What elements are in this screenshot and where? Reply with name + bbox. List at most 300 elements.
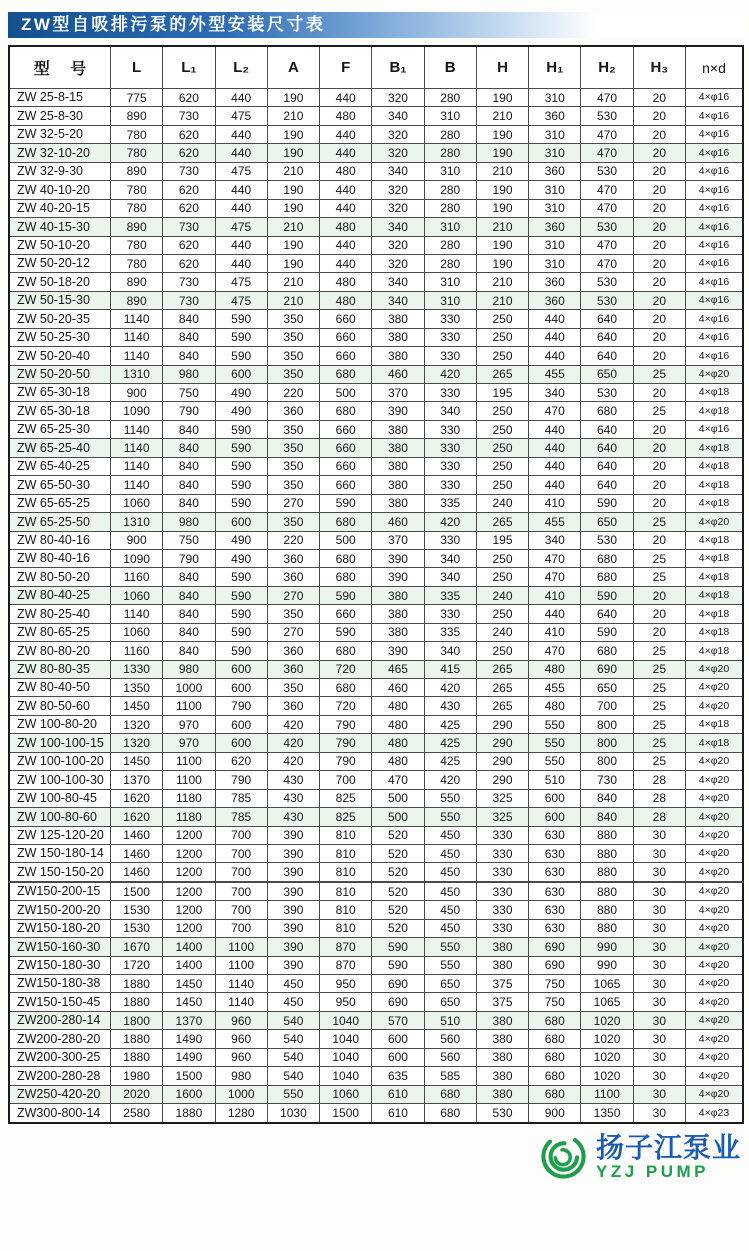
dim-cell: 1060	[111, 586, 163, 604]
dim-cell: 590	[215, 494, 267, 512]
dim-cell: 420	[424, 771, 476, 789]
dim-cell: 265	[476, 697, 528, 715]
dim-cell: 380	[476, 1011, 528, 1029]
dim-cell: 4×φ18	[686, 734, 744, 752]
dim-cell: 730	[581, 771, 633, 789]
dim-cell: 810	[320, 882, 372, 901]
dim-cell: 680	[529, 1085, 581, 1103]
dim-cell: 600	[372, 1030, 424, 1048]
dim-cell: 455	[529, 513, 581, 531]
dim-cell: 4×φ20	[686, 365, 744, 383]
dim-cell: 810	[320, 919, 372, 937]
dim-cell: 600	[372, 1048, 424, 1066]
dim-cell: 2580	[111, 1104, 163, 1123]
dim-cell: 880	[581, 863, 633, 882]
dim-cell: 660	[320, 605, 372, 623]
table-row	[9, 679, 743, 697]
dim-cell: 4×φ20	[686, 697, 744, 715]
dim-cell: 1020	[581, 1030, 633, 1048]
dim-cell: 1180	[163, 789, 215, 807]
dim-cell: 360	[529, 291, 581, 309]
dim-cell: 390	[372, 549, 424, 567]
dim-cell: 1320	[111, 715, 163, 733]
dim-cell: 900	[111, 384, 163, 402]
dim-cell: 530	[581, 384, 633, 402]
dim-cell: 240	[476, 586, 528, 604]
dim-cell: 190	[476, 199, 528, 217]
dim-cell: 1450	[111, 752, 163, 770]
dim-cell: 440	[215, 125, 267, 143]
table-row	[9, 162, 743, 180]
model-cell: ZW150-200-15	[9, 882, 111, 901]
dim-cell: 190	[267, 125, 319, 143]
table-row	[9, 291, 743, 309]
dim-cell: 520	[372, 919, 424, 937]
dim-cell: 380	[372, 494, 424, 512]
dim-cell: 680	[424, 1104, 476, 1123]
model-cell: ZW 50-18-20	[9, 273, 111, 291]
col-header-3: L₂	[215, 46, 267, 89]
dim-cell: 560	[424, 1048, 476, 1066]
dim-cell: 1000	[163, 679, 215, 697]
dim-cell: 250	[476, 347, 528, 365]
dim-cell: 500	[372, 789, 424, 807]
dim-cell: 28	[633, 808, 685, 826]
dim-cell: 370	[372, 531, 424, 549]
dimensions-table	[8, 45, 744, 1124]
dim-cell: 390	[267, 826, 319, 844]
dim-cell: 440	[529, 328, 581, 346]
dim-cell: 825	[320, 789, 372, 807]
dim-cell: 410	[529, 623, 581, 641]
dim-cell: 330	[424, 310, 476, 328]
dim-cell: 480	[372, 697, 424, 715]
dim-cell: 470	[581, 254, 633, 272]
dim-cell: 325	[476, 808, 528, 826]
dim-cell: 210	[476, 291, 528, 309]
dim-cell: 25	[633, 365, 685, 383]
model-cell: ZW150-180-38	[9, 975, 111, 993]
dim-cell: 1400	[163, 956, 215, 974]
dim-cell: 4×φ16	[686, 291, 744, 309]
dim-cell: 590	[320, 623, 372, 641]
dim-cell: 970	[163, 715, 215, 733]
table-row	[9, 844, 743, 862]
dim-cell: 1020	[581, 1067, 633, 1085]
dim-cell: 630	[529, 826, 581, 844]
dim-cell: 30	[633, 919, 685, 937]
dim-cell: 470	[529, 642, 581, 660]
dim-cell: 785	[215, 808, 267, 826]
dim-cell: 30	[633, 1104, 685, 1123]
dim-cell: 310	[529, 254, 581, 272]
table-row	[9, 1011, 743, 1029]
dim-cell: 1880	[111, 1048, 163, 1066]
dim-cell: 4×φ18	[686, 623, 744, 641]
dim-cell: 4×φ18	[686, 586, 744, 604]
dim-cell: 1880	[111, 1030, 163, 1048]
dim-cell: 790	[320, 752, 372, 770]
dim-cell: 250	[476, 310, 528, 328]
table-row	[9, 347, 743, 365]
table-row	[9, 808, 743, 826]
dim-cell: 4×φ16	[686, 162, 744, 180]
dim-cell: 455	[529, 365, 581, 383]
dim-cell: 960	[215, 1030, 267, 1048]
dim-cell: 550	[424, 956, 476, 974]
dim-cell: 1530	[111, 901, 163, 919]
dim-cell: 30	[633, 975, 685, 993]
table-row	[9, 89, 743, 107]
col-header-0: 型 号	[9, 46, 111, 89]
dim-cell: 360	[529, 107, 581, 125]
dim-cell: 530	[581, 218, 633, 236]
dim-cell: 1065	[581, 993, 633, 1011]
dim-cell: 280	[424, 89, 476, 107]
dim-cell: 470	[581, 89, 633, 107]
dim-cell: 380	[372, 605, 424, 623]
dim-cell: 4×φ20	[686, 808, 744, 826]
dim-cell: 480	[320, 162, 372, 180]
dim-cell: 20	[633, 494, 685, 512]
dim-cell: 4×φ16	[686, 199, 744, 217]
table-row	[9, 901, 743, 919]
dim-cell: 350	[267, 365, 319, 383]
dim-cell: 310	[529, 144, 581, 162]
dim-cell: 330	[424, 605, 476, 623]
dim-cell: 750	[529, 975, 581, 993]
dim-cell: 420	[424, 679, 476, 697]
dim-cell: 630	[529, 882, 581, 901]
dim-cell: 800	[581, 715, 633, 733]
dim-cell: 25	[633, 642, 685, 660]
model-cell: ZW 80-80-35	[9, 660, 111, 678]
dim-cell: 840	[163, 568, 215, 586]
dim-cell: 320	[372, 199, 424, 217]
dim-cell: 640	[581, 476, 633, 494]
dim-cell: 650	[581, 513, 633, 531]
table-row	[9, 273, 743, 291]
dim-cell: 1320	[111, 734, 163, 752]
dim-cell: 280	[424, 236, 476, 254]
model-cell: ZW 32-10-20	[9, 144, 111, 162]
dim-cell: 30	[633, 938, 685, 956]
dim-cell: 730	[163, 107, 215, 125]
dim-cell: 390	[267, 863, 319, 882]
dim-cell: 290	[476, 734, 528, 752]
dim-cell: 190	[267, 199, 319, 217]
dim-cell: 790	[163, 549, 215, 567]
dim-cell: 1100	[163, 697, 215, 715]
model-cell: ZW 65-25-50	[9, 513, 111, 531]
dim-cell: 840	[163, 439, 215, 457]
dim-cell: 20	[633, 218, 685, 236]
dim-cell: 700	[215, 901, 267, 919]
dim-cell: 1140	[215, 975, 267, 993]
dim-cell: 840	[163, 347, 215, 365]
dim-cell: 880	[581, 844, 633, 862]
dim-cell: 480	[372, 715, 424, 733]
dim-cell: 720	[320, 660, 372, 678]
dim-cell: 330	[424, 476, 476, 494]
dim-cell: 320	[372, 125, 424, 143]
dim-cell: 590	[320, 586, 372, 604]
dim-cell: 450	[424, 863, 476, 882]
table-row	[9, 420, 743, 438]
dim-cell: 600	[215, 734, 267, 752]
dim-cell: 600	[215, 660, 267, 678]
dim-cell: 410	[529, 494, 581, 512]
dim-cell: 1370	[111, 771, 163, 789]
dim-cell: 210	[476, 218, 528, 236]
dim-cell: 190	[267, 254, 319, 272]
dim-cell: 680	[529, 1067, 581, 1085]
dim-cell: 250	[476, 457, 528, 475]
dim-cell: 390	[267, 901, 319, 919]
dim-cell: 330	[424, 328, 476, 346]
col-header-8: H	[476, 46, 528, 89]
dim-cell: 680	[320, 549, 372, 567]
dim-cell: 1030	[267, 1104, 319, 1123]
dim-cell: 840	[163, 623, 215, 641]
dim-cell: 190	[476, 89, 528, 107]
dim-cell: 475	[215, 218, 267, 236]
table-row	[9, 734, 743, 752]
dim-cell: 620	[163, 254, 215, 272]
dim-cell: 640	[581, 457, 633, 475]
dim-cell: 390	[267, 956, 319, 974]
dim-cell: 490	[215, 549, 267, 567]
dim-cell: 4×φ20	[686, 826, 744, 844]
table-row	[9, 586, 743, 604]
dim-cell: 265	[476, 513, 528, 531]
model-cell: ZW 100-100-15	[9, 734, 111, 752]
dim-cell: 4×φ20	[686, 919, 744, 937]
dim-cell: 440	[529, 439, 581, 457]
dim-cell: 530	[581, 291, 633, 309]
dim-cell: 450	[267, 993, 319, 1011]
table-row	[9, 1104, 743, 1123]
dim-cell: 240	[476, 494, 528, 512]
dim-cell: 475	[215, 162, 267, 180]
dim-cell: 350	[267, 513, 319, 531]
dim-cell: 1100	[163, 752, 215, 770]
dim-cell: 950	[320, 993, 372, 1011]
dim-cell: 4×φ20	[686, 882, 744, 901]
dim-cell: 190	[267, 236, 319, 254]
dim-cell: 1200	[163, 882, 215, 901]
dim-cell: 20	[633, 586, 685, 604]
dim-cell: 890	[111, 162, 163, 180]
dim-cell: 550	[424, 808, 476, 826]
model-cell: ZW200-300-25	[9, 1048, 111, 1066]
dim-cell: 30	[633, 1048, 685, 1066]
dim-cell: 780	[111, 181, 163, 199]
dim-cell: 870	[320, 956, 372, 974]
dim-cell: 600	[529, 789, 581, 807]
dim-cell: 800	[581, 734, 633, 752]
dim-cell: 420	[424, 513, 476, 531]
dim-cell: 350	[267, 310, 319, 328]
dim-cell: 4×φ20	[686, 956, 744, 974]
dim-cell: 585	[424, 1067, 476, 1085]
dim-cell: 660	[320, 476, 372, 494]
dim-cell: 4×φ20	[686, 660, 744, 678]
dim-cell: 20	[633, 384, 685, 402]
dim-cell: 380	[372, 457, 424, 475]
dim-cell: 25	[633, 568, 685, 586]
dim-cell: 1140	[111, 476, 163, 494]
dim-cell: 4×φ18	[686, 642, 744, 660]
model-cell: ZW 32-5-20	[9, 125, 111, 143]
table-row	[9, 531, 743, 549]
model-cell: ZW150-160-30	[9, 938, 111, 956]
dim-cell: 550	[529, 715, 581, 733]
model-cell: ZW 65-25-40	[9, 439, 111, 457]
model-cell: ZW 100-80-45	[9, 789, 111, 807]
dim-cell: 310	[529, 125, 581, 143]
dim-cell: 1140	[111, 439, 163, 457]
dim-cell: 440	[529, 476, 581, 494]
dim-cell: 1530	[111, 919, 163, 937]
table-row	[9, 697, 743, 715]
dim-cell: 540	[267, 1048, 319, 1066]
dim-cell: 840	[163, 310, 215, 328]
model-cell: ZW 50-15-30	[9, 291, 111, 309]
dim-cell: 530	[581, 107, 633, 125]
dim-cell: 470	[581, 181, 633, 199]
dim-cell: 440	[215, 254, 267, 272]
dim-cell: 1140	[215, 993, 267, 1011]
dim-cell: 280	[424, 144, 476, 162]
dim-cell: 4×φ16	[686, 273, 744, 291]
dim-cell: 1040	[320, 1030, 372, 1048]
dim-cell: 470	[529, 568, 581, 586]
dim-cell: 550	[424, 938, 476, 956]
dim-cell: 1200	[163, 844, 215, 862]
dim-cell: 390	[372, 402, 424, 420]
dim-cell: 780	[111, 125, 163, 143]
dim-cell: 380	[372, 476, 424, 494]
model-cell: ZW 50-25-30	[9, 328, 111, 346]
dim-cell: 900	[111, 531, 163, 549]
table-row	[9, 218, 743, 236]
dim-cell: 775	[111, 89, 163, 107]
dim-cell: 340	[372, 291, 424, 309]
dim-cell: 380	[372, 328, 424, 346]
table-row	[9, 439, 743, 457]
dim-cell: 390	[267, 919, 319, 937]
dim-cell: 210	[267, 218, 319, 236]
dim-cell: 360	[267, 549, 319, 567]
dim-cell: 590	[320, 494, 372, 512]
dim-cell: 380	[476, 938, 528, 956]
dim-cell: 680	[320, 402, 372, 420]
dim-cell: 4×φ16	[686, 107, 744, 125]
dim-cell: 425	[424, 715, 476, 733]
dim-cell: 20	[633, 531, 685, 549]
dim-cell: 780	[111, 254, 163, 272]
dim-cell: 4×φ16	[686, 125, 744, 143]
model-cell: ZW 80-40-16	[9, 531, 111, 549]
dim-cell: 20	[633, 107, 685, 125]
dim-cell: 470	[581, 125, 633, 143]
dim-cell: 640	[581, 328, 633, 346]
table-row	[9, 494, 743, 512]
dim-cell: 250	[476, 568, 528, 586]
dim-cell: 660	[320, 457, 372, 475]
model-cell: ZW 80-25-40	[9, 605, 111, 623]
dim-cell: 390	[267, 882, 319, 901]
dim-cell: 690	[372, 975, 424, 993]
table-row	[9, 919, 743, 937]
dim-cell: 4×φ16	[686, 144, 744, 162]
dim-cell: 950	[320, 975, 372, 993]
dim-cell: 980	[163, 660, 215, 678]
dim-cell: 310	[529, 89, 581, 107]
dim-cell: 1200	[163, 901, 215, 919]
dim-cell: 590	[215, 476, 267, 494]
dim-cell: 880	[581, 919, 633, 937]
dim-cell: 330	[476, 844, 528, 862]
dim-cell: 290	[476, 715, 528, 733]
dim-cell: 990	[581, 956, 633, 974]
dim-cell: 590	[215, 328, 267, 346]
dim-cell: 340	[529, 384, 581, 402]
model-cell: ZW 65-50-30	[9, 476, 111, 494]
dim-cell: 360	[267, 697, 319, 715]
dim-cell: 30	[633, 1011, 685, 1029]
dim-cell: 540	[267, 1067, 319, 1085]
dim-cell: 460	[372, 365, 424, 383]
dim-cell: 190	[476, 125, 528, 143]
col-header-6: B₁	[372, 46, 424, 89]
dim-cell: 20	[633, 420, 685, 438]
dim-cell: 310	[424, 291, 476, 309]
dim-cell: 1460	[111, 826, 163, 844]
dim-cell: 600	[215, 365, 267, 383]
dim-cell: 640	[581, 310, 633, 328]
model-cell: ZW 80-50-60	[9, 697, 111, 715]
dim-cell: 325	[476, 789, 528, 807]
dim-cell: 1020	[581, 1011, 633, 1029]
dim-cell: 30	[633, 1030, 685, 1048]
dim-cell: 420	[267, 734, 319, 752]
dim-cell: 450	[424, 901, 476, 919]
dim-cell: 4×φ20	[686, 938, 744, 956]
dim-cell: 1060	[320, 1085, 372, 1103]
dim-cell: 425	[424, 752, 476, 770]
dim-cell: 590	[215, 586, 267, 604]
dim-cell: 530	[476, 1104, 528, 1123]
dim-cell: 1140	[111, 457, 163, 475]
dim-cell: 680	[529, 1030, 581, 1048]
dim-cell: 700	[215, 826, 267, 844]
dim-cell: 1310	[111, 513, 163, 531]
dim-cell: 350	[267, 605, 319, 623]
dim-cell: 420	[267, 715, 319, 733]
model-cell: ZW 100-100-30	[9, 771, 111, 789]
dim-cell: 650	[424, 993, 476, 1011]
dim-cell: 4×φ20	[686, 752, 744, 770]
dim-cell: 880	[581, 882, 633, 901]
dim-cell: 520	[372, 863, 424, 882]
table-row	[9, 476, 743, 494]
col-header-7: B	[424, 46, 476, 89]
dim-cell: 2020	[111, 1085, 163, 1103]
table-row	[9, 642, 743, 660]
dim-cell: 20	[633, 623, 685, 641]
